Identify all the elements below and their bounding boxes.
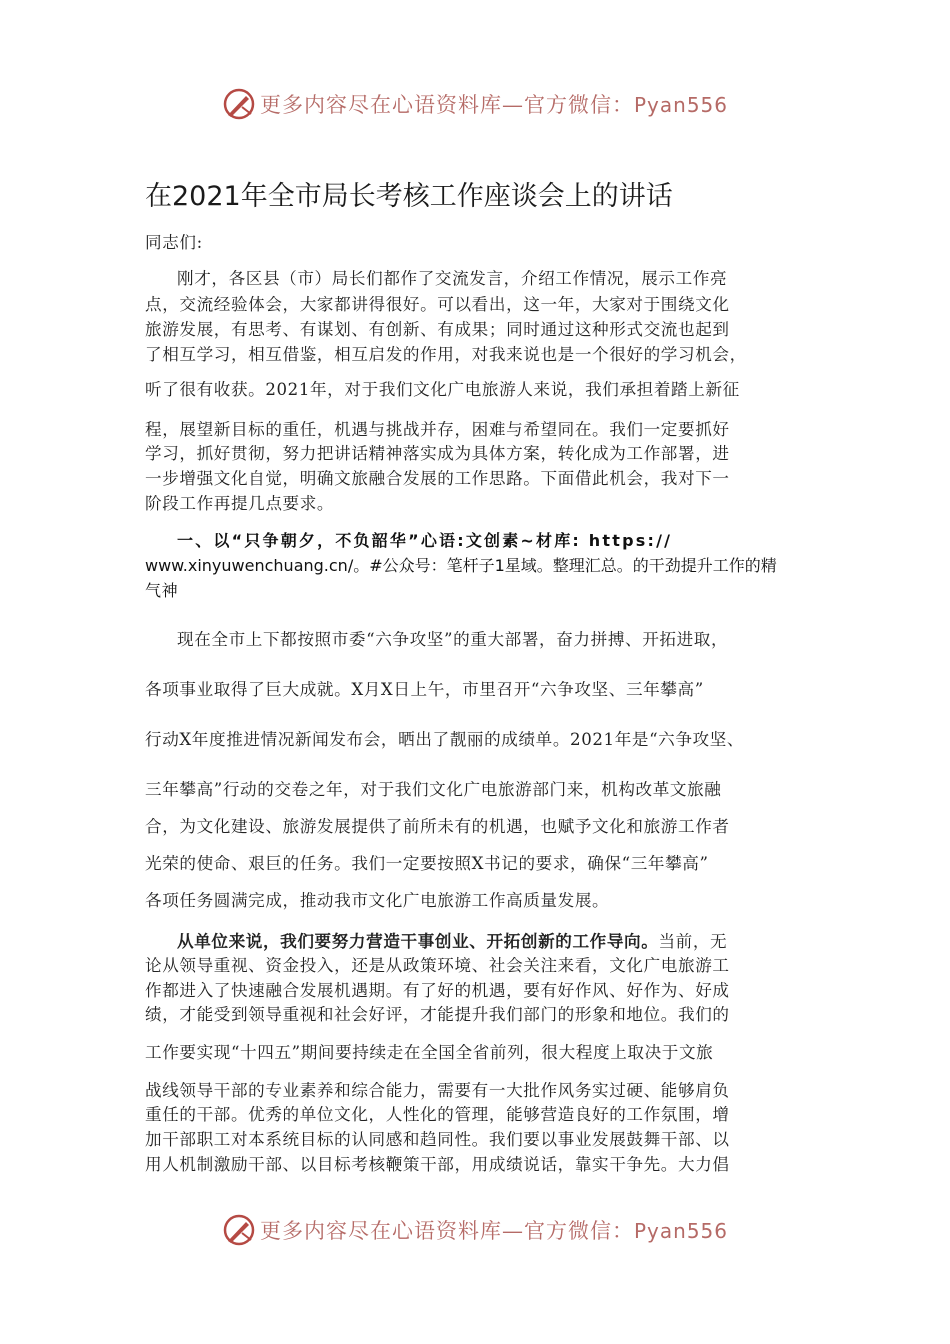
pen-circle-icon	[222, 1213, 256, 1247]
para2-line: 光荣的使命、艰巨的任务。我们一定要按照X书记的要求，确保“三年攀高”	[145, 854, 709, 873]
para2-line: 各项事业取得了巨大成就。X月X日上午，市里召开“六争攻坚、三年攀高”	[145, 680, 704, 699]
banner-text: 更多内容尽在心语资料库—官方微信：Pyan556	[259, 1219, 728, 1243]
para1-line: 阶段工作再提几点要求。	[145, 494, 335, 513]
pen-circle-icon	[222, 87, 256, 121]
para3-line: 战线领导干部的专业素养和综合能力，需要有一大批作风务实过硬、能够肩负	[145, 1081, 730, 1100]
greeting: 同志们:	[145, 233, 203, 252]
section-heading: 一、以“只争朝夕，不负韶华”心语:文创素~材库: https://	[177, 531, 673, 550]
banner-text: 更多内容尽在心语资料库—官方微信：Pyan556	[259, 93, 728, 117]
footer-banner	[0, 1210, 950, 1250]
para3-line: 重任的干部。优秀的单位文化，人性化的管理，能够营造良好的工作氛围，增	[145, 1105, 730, 1124]
para1-line: 学习，抓好贯彻，努力把讲话精神落实成为具体方案，转化成为工作部署，进	[145, 444, 730, 463]
page-title: 在2021年全市局长考核工作座谈会上的讲话	[145, 181, 673, 212]
section-heading: 气神	[145, 581, 179, 600]
para2-line: 各项任务圆满完成，推动我市文化广电旅游工作高质量发展。	[145, 891, 610, 910]
para3-first-line: 从单位来说，我们要努力营造干事创业、开拓创新的工作导向。当前，无	[177, 931, 728, 951]
para1-line: 点，交流经验体会，大家都讲得很好。可以看出，这一年，大家对于围绕文化	[145, 295, 730, 314]
para3-line: 加干部职工对本系统目标的认同感和趋同性。我们要以事业发展鼓舞干部、以	[145, 1130, 730, 1149]
para1-line: 程，展望新目标的重任，机遇与挑战并存，困难与希望同在。我们一定要抓好	[145, 420, 730, 439]
para3-line: 论从领导重视、资金投入，还是从政策环境、社会关注来看，文化广电旅游工	[145, 956, 730, 975]
para2-line: 三年攀高”行动的交卷之年，对于我们文化广电旅游部门来，机构改革文旅融	[145, 780, 722, 799]
para3-line: 作都进入了快速融合发展机遇期。有了好的机遇，要有好作风、好作为、好成	[145, 981, 730, 1000]
para3-emphasis: 从单位来说，我们要努力营造干事创业、开拓创新的工作导向。	[177, 931, 659, 951]
para1-line: 了相互学习，相互借鉴，相互启发的作用，对我来说也是一个很好的学习机会，	[145, 345, 747, 364]
para3-line: 用人机制激励干部、以目标考核鞭策干部，用成绩说话，靠实干争先。大力倡	[145, 1155, 730, 1174]
para2-line: 合，为文化建设、旅游发展提供了前所未有的机遇，也赋予文化和旅游工作者	[145, 817, 730, 836]
para1-line: 旅游发展，有思考、有谋划、有创新、有成果；同时通过这种形式交流也起到	[145, 320, 730, 339]
para1-line: 一步增强文化自觉，明确文旅融合发展的工作思路。下面借此机会，我对下一	[145, 469, 730, 488]
section-heading: www.xinyuwenchuang.cn/。#公众号：笔杆子1星域。整理汇总。的干劲提升工作的精	[145, 556, 777, 575]
header-banner	[0, 84, 950, 124]
para3-line: 绩，才能受到领导重视和社会好评，才能提升我们部门的形象和地位。我们的	[145, 1005, 730, 1024]
para3-line: 工作要实现“十四五”期间要持续走在全国全省前列，很大程度上取决于文旅	[145, 1043, 714, 1062]
para2-line: 现在全市上下都按照市委“六争攻坚”的重大部署，奋力拼搏、开拓进取，	[177, 630, 729, 649]
para1-line: 刚才，各区县（市）局长们都作了交流发言，介绍工作情况，展示工作亮	[177, 269, 728, 288]
para1-line: 听了很有收获。2021年，对于我们文化广电旅游人来说，我们承担着踏上新征	[145, 380, 740, 399]
para2-line: 行动X年度推进情况新闻发布会，晒出了靓丽的成绩单。2021年是“六争攻坚、	[145, 730, 745, 749]
